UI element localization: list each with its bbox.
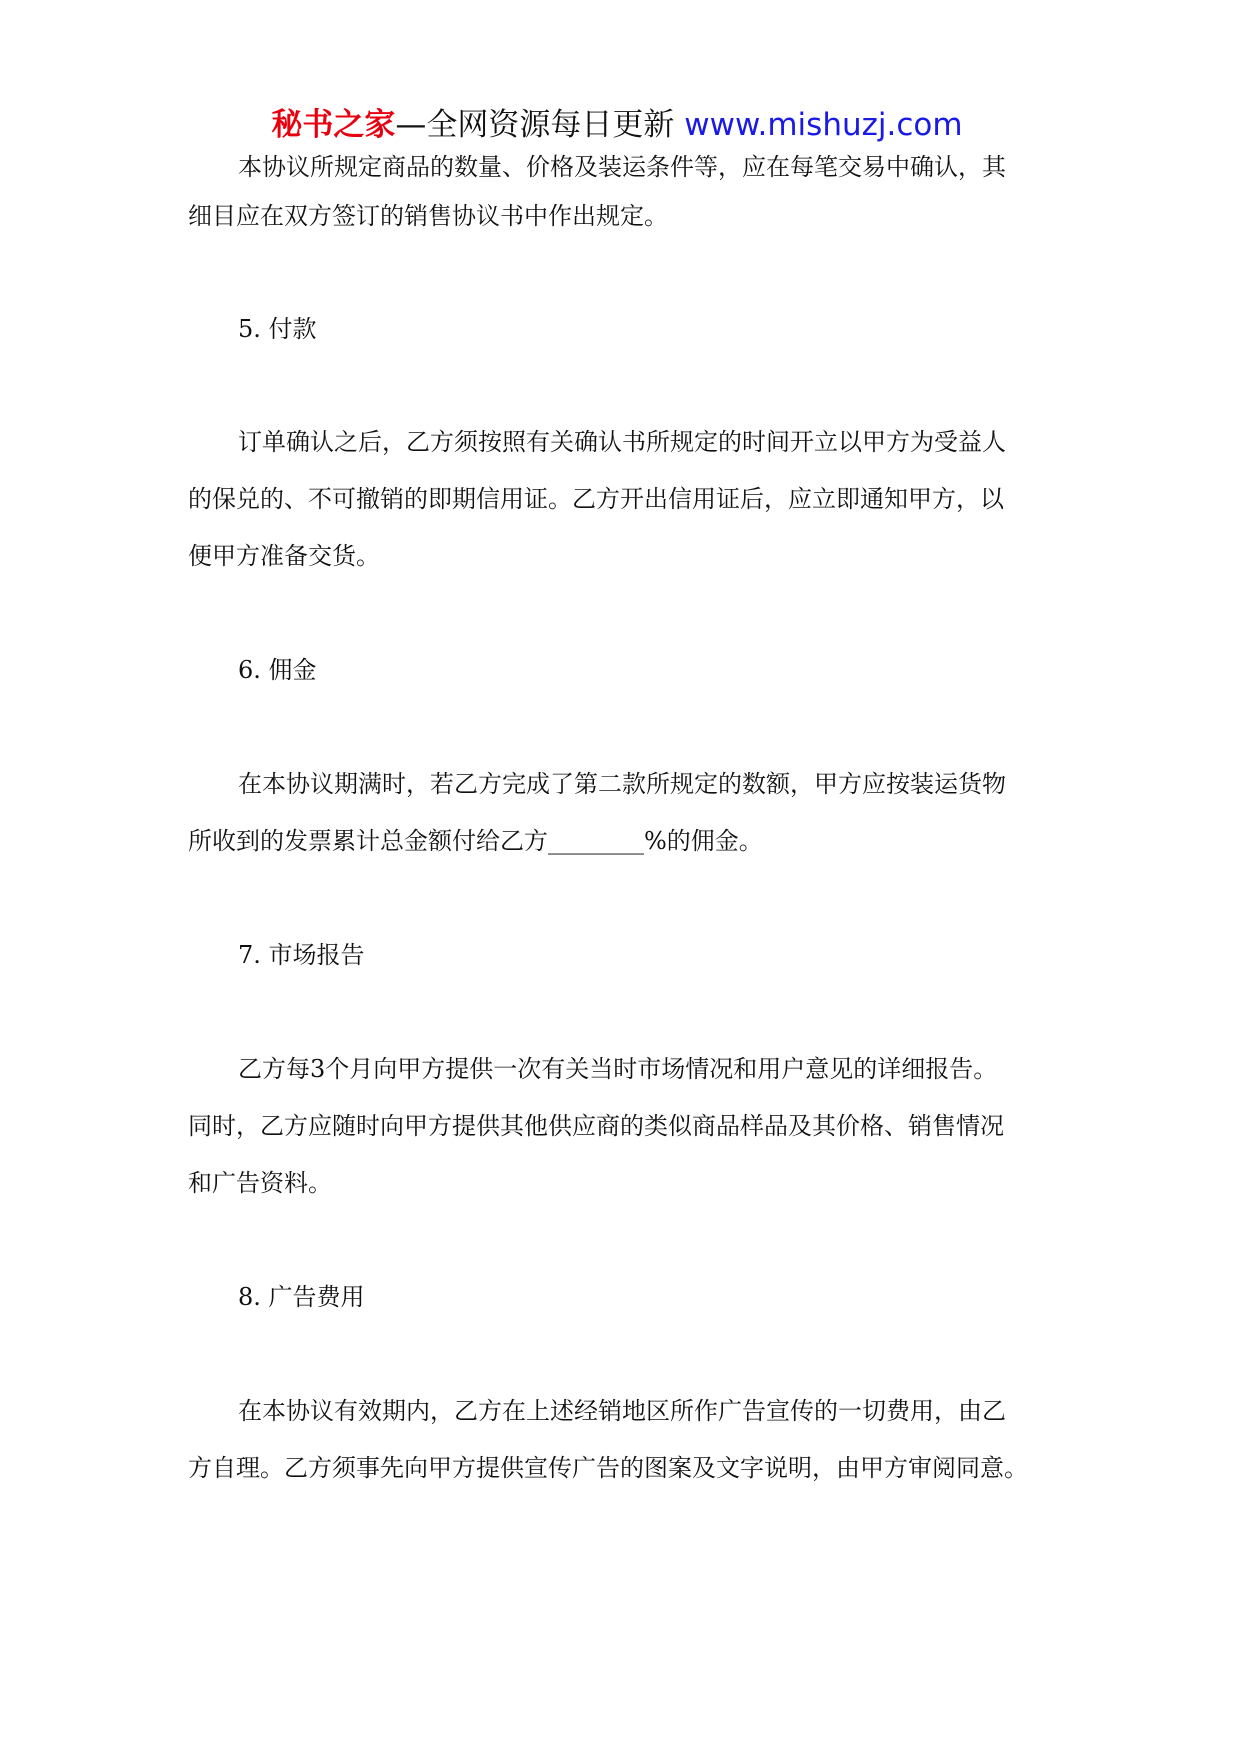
paragraph-line: 和广告资料。 xyxy=(188,1169,332,1197)
section-heading-market-report: 7. 市场报告 xyxy=(238,941,365,969)
paragraph-line: 所收到的发票累计总金额付给乙方________%的佣金。 xyxy=(188,827,763,855)
paragraph-line: 本协议所规定商品的数量、价格及装运条件等，应在每笔交易中确认，其 xyxy=(238,153,1006,181)
paragraph-line: 在本协议有效期内，乙方在上述经销地区所作广告宣传的一切费用，由乙 xyxy=(238,1397,1006,1425)
section-heading-payment: 5. 付款 xyxy=(238,315,317,343)
paragraph-line: 的保兑的、不可撤销的即期信用证。乙方开出信用证后，应立即通知甲方，以 xyxy=(188,485,1004,513)
site-url: www.mishuzj.com xyxy=(684,107,963,143)
paragraph-line: 便甲方准备交货。 xyxy=(188,542,380,570)
paragraph-line: 在本协议期满时，若乙方完成了第二款所规定的数额，甲方应按装运货物 xyxy=(238,770,1006,798)
brand-name: 秘书之家 xyxy=(271,107,396,143)
paragraph-line: 订单确认之后，乙方须按照有关确认书所规定的时间开立以甲方为受益人 xyxy=(238,428,1006,456)
paragraph-line: 乙方每3个月向甲方提供一次有关当时市场情况和用户意见的详细报告。 xyxy=(238,1055,998,1083)
paragraph-line: 方自理。乙方须事先向甲方提供宣传广告的图案及文字说明，由甲方审阅同意。 xyxy=(188,1454,1028,1482)
paragraph-line: 细目应在双方签订的销售协议书中作出规定。 xyxy=(188,202,668,230)
site-header xyxy=(0,104,1234,146)
section-heading-advertising: 8. 广告费用 xyxy=(238,1283,365,1311)
paragraph-line: 同时，乙方应随时向甲方提供其他供应商的类似商品样品及其价格、销售情况 xyxy=(188,1112,1004,1140)
section-heading-commission: 6. 佣金 xyxy=(238,656,317,684)
header-slogan: —全网资源每日更新 xyxy=(395,107,675,143)
